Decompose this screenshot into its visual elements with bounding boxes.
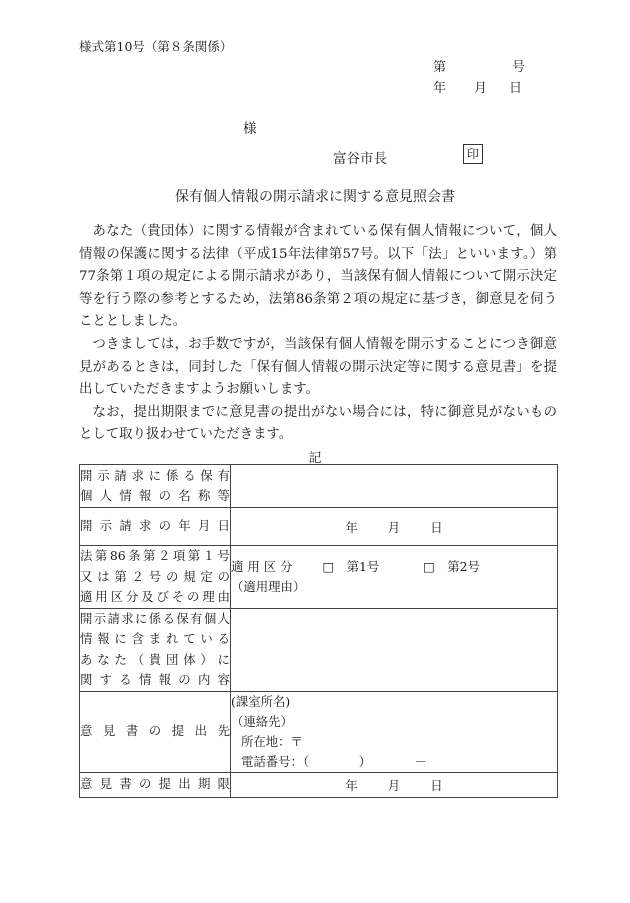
issue-date-line xyxy=(433,77,522,96)
date-day: 日 xyxy=(509,81,523,96)
info-content-field[interactable] xyxy=(231,608,558,691)
row-label: 開示請求に係る保有個人 情報に含まれている あなた（貴団体）に 関する情報の内容 xyxy=(80,608,231,691)
category-label: 適用区分 xyxy=(231,558,297,574)
no-prefix: 第 xyxy=(433,60,447,75)
table-row xyxy=(80,691,558,772)
row-label: 意見書の提出先 xyxy=(80,691,231,772)
seal-mark: 印 xyxy=(463,144,483,164)
reason-label: （適用理由） xyxy=(231,578,306,594)
date-year: 年 xyxy=(433,81,447,96)
address-label[interactable]: 所在地：〒 xyxy=(241,733,303,749)
document-number-line xyxy=(433,56,525,75)
table-row xyxy=(80,546,558,609)
info-name-field[interactable] xyxy=(231,465,558,508)
deadline-field[interactable]: 年 月 日 xyxy=(231,772,558,797)
phone-label[interactable]: 電話番号：（ ） － xyxy=(241,753,427,769)
submission-address-field xyxy=(231,691,558,772)
table-row xyxy=(80,608,558,691)
category-field xyxy=(231,546,558,609)
section-label: (課室所名) xyxy=(231,693,291,709)
request-date-field[interactable]: 年 月 日 xyxy=(231,508,558,546)
body-text xyxy=(79,221,557,447)
row-label: 法第86条第２項第１号 又は第２号の規定の 適用区分及びその理由 xyxy=(80,546,231,609)
contact-label: （連絡先） xyxy=(231,713,293,729)
row-label: 意見書の提出期限 xyxy=(80,772,231,797)
paragraph: なお，提出期限までに意見書の提出がない場合には，特に御意見がないものとして取り扱わせていただきます。 xyxy=(79,404,557,443)
table-row xyxy=(80,508,558,546)
paragraph: あなた（貴団体）に関する情報が含まれている保有個人情報について，個人情報の保護に関する法律（平成15年法律第57号。以下「法」といいます。）第77条第１項の規定による開示請求があり，当該保有個人情報について開示決定等を行う際の参考とするため，法第86条第２項の規定に基づき，御意見を伺うこととしました。 xyxy=(79,224,557,330)
details-table xyxy=(79,464,558,798)
row-label: 開示請求に係る保有 個人情報の名称等 xyxy=(80,465,231,508)
row-label: 開示請求の年月日 xyxy=(80,508,231,546)
sender-name: 富谷市長 xyxy=(333,151,387,167)
document-title: 保有個人情報の開示請求に関する意見照会書 xyxy=(175,189,455,205)
option-1-checkbox[interactable]: □ 第1号 xyxy=(322,558,380,574)
form-number: 様式第10号（第８条関係） xyxy=(79,39,233,54)
ki-heading: 記 xyxy=(308,451,322,466)
table-row xyxy=(80,772,558,797)
option-2-checkbox[interactable]: □ 第2号 xyxy=(423,558,480,574)
table-row xyxy=(80,465,558,508)
no-suffix: 号 xyxy=(512,60,526,75)
date-month: 月 xyxy=(474,81,488,96)
addressee-suffix: 様 xyxy=(243,121,257,137)
paragraph: つきましては，お手数ですが，当該保有個人情報を開示することにつき御意見があるときは，同封した「保有個人情報の開示決定等に関する意見書」を提出していただきますようお願いします。 xyxy=(79,336,557,398)
